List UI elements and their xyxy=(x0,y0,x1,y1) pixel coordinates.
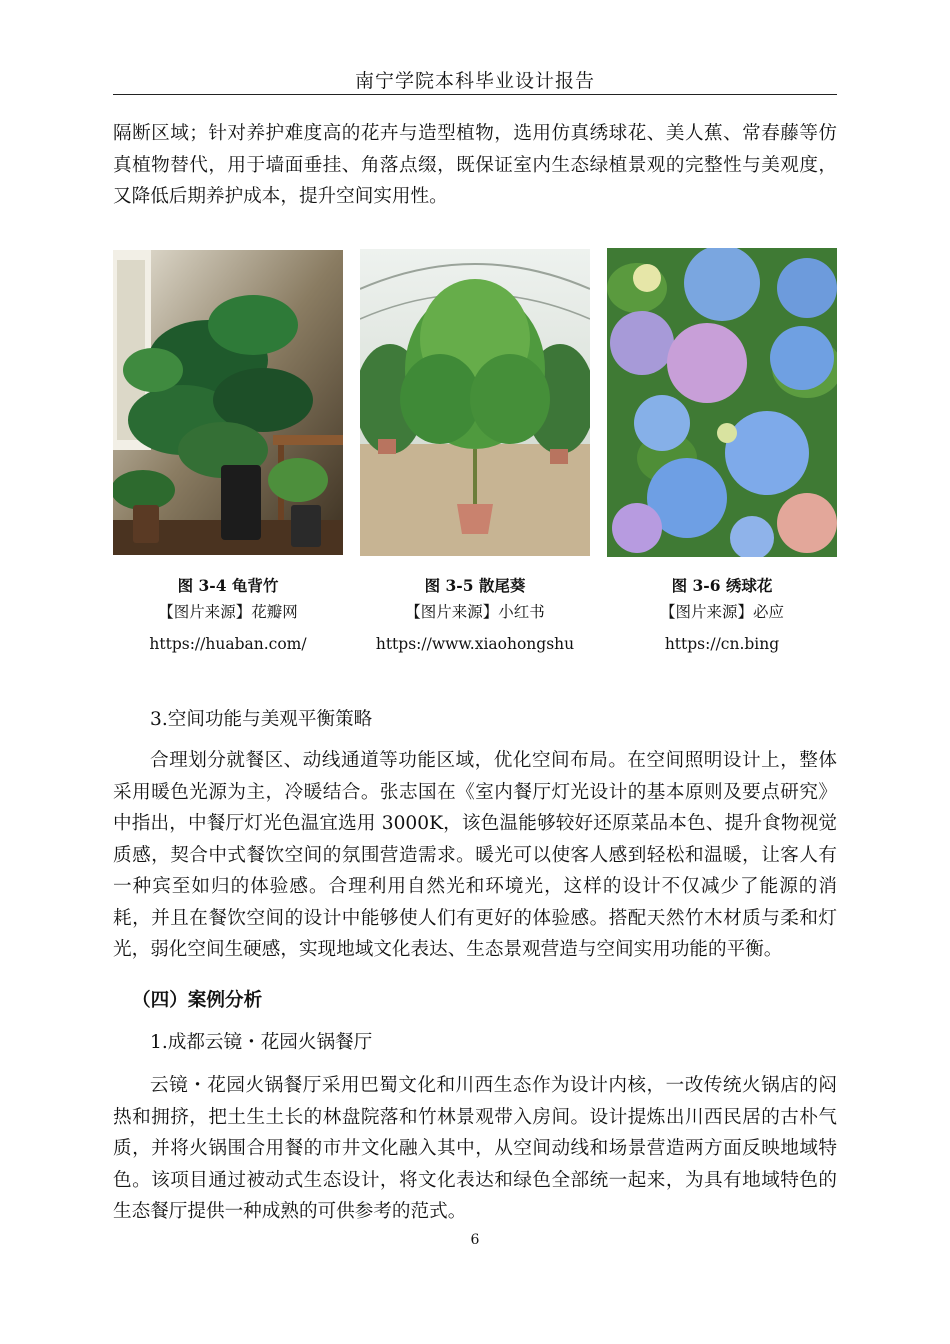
figure-source: 【图片来源】必应 xyxy=(659,603,784,621)
figure-source: 【图片来源】花瓣网 xyxy=(158,603,298,621)
figure-3-5-caption xyxy=(355,574,595,653)
figure-source-url: https://huaban.com/ xyxy=(149,635,307,653)
figure-title: 图 3-6 绣球花 xyxy=(671,576,773,595)
section-4-heading: （四）案例分析 xyxy=(132,990,263,1011)
figure-title: 图 3-4 龟背竹 xyxy=(177,576,279,595)
page-number: 6 xyxy=(470,1232,480,1248)
header-divider xyxy=(113,94,837,95)
case-study-heading: 1.成都云镜・花园火锅餐厅 xyxy=(150,1032,373,1053)
hydrangea-photo xyxy=(607,248,837,557)
monstera-photo xyxy=(113,250,343,555)
areca-palm-photo xyxy=(360,249,590,556)
intro-paragraph: 隔断区域；针对养护难度高的花卉与造型植物，选用仿真绣球花、美人蕉、常春藤等仿真植物替代，用于墙面垂挂、角落点缀，既保证室内生态绿植景观的完整性与美观度，又降低后期养护成本，提升空间实用性。 xyxy=(113,123,837,207)
figure-3-4-caption xyxy=(108,574,348,653)
header-title: 南宁学院本科毕业设计报告 xyxy=(354,70,595,92)
case-study-paragraph: 云镜・花园火锅餐厅采用巴蜀文化和川西生态作为设计内核，一改传统火锅店的闷热和拥挤，把土生土长的林盘院落和竹林景观带入房间。设计提炼出川西民居的古朴气质，并将火锅围合用餐的市井文化融入其中，从空间动线和场景营造两方面反映地域特色。该项目通过被动式生态设计，将文化表达和绿色全部统一起来，为具有地域特色的生态餐厅提供一种成熟的可供参考的范式。 xyxy=(113,1075,837,1222)
section-3-heading: 3.空间功能与美观平衡策略 xyxy=(150,709,373,730)
figure-source: 【图片来源】小红书 xyxy=(405,603,545,621)
figure-title: 图 3-5 散尾葵 xyxy=(424,576,526,595)
section-3-paragraph: 合理划分就餐区、动线通道等功能区域，优化空间布局。在空间照明设计上，整体采用暖色光源为主，冷暖结合。张志国在《室内餐厅灯光设计的基本原则及要点研究》中指出，中餐厅灯光色温宜选用 3000K，该色温能够较好还原菜品本色、提升食物视觉质感，契合中式餐饮空间的氛围营造需求。暖光可以使客人感到轻松和温暖，让客人有一种宾至如归的体验感。合理利用自然光和环境光，这样的设计不仅减少了能源的消耗，并且在餐饮空间的设计中能够使人们有更好的体验感。搭配天然竹木材质与柔和灯光，弱化空间生硬感，实现地域文化表达、生态景观营造与空间实用功能的平衡。 xyxy=(113,750,837,960)
figure-source-url: https://cn.bing xyxy=(664,635,780,653)
figure-source-url: https://www.xiaohongshu xyxy=(375,635,575,653)
figure-3-6-caption xyxy=(602,574,842,653)
